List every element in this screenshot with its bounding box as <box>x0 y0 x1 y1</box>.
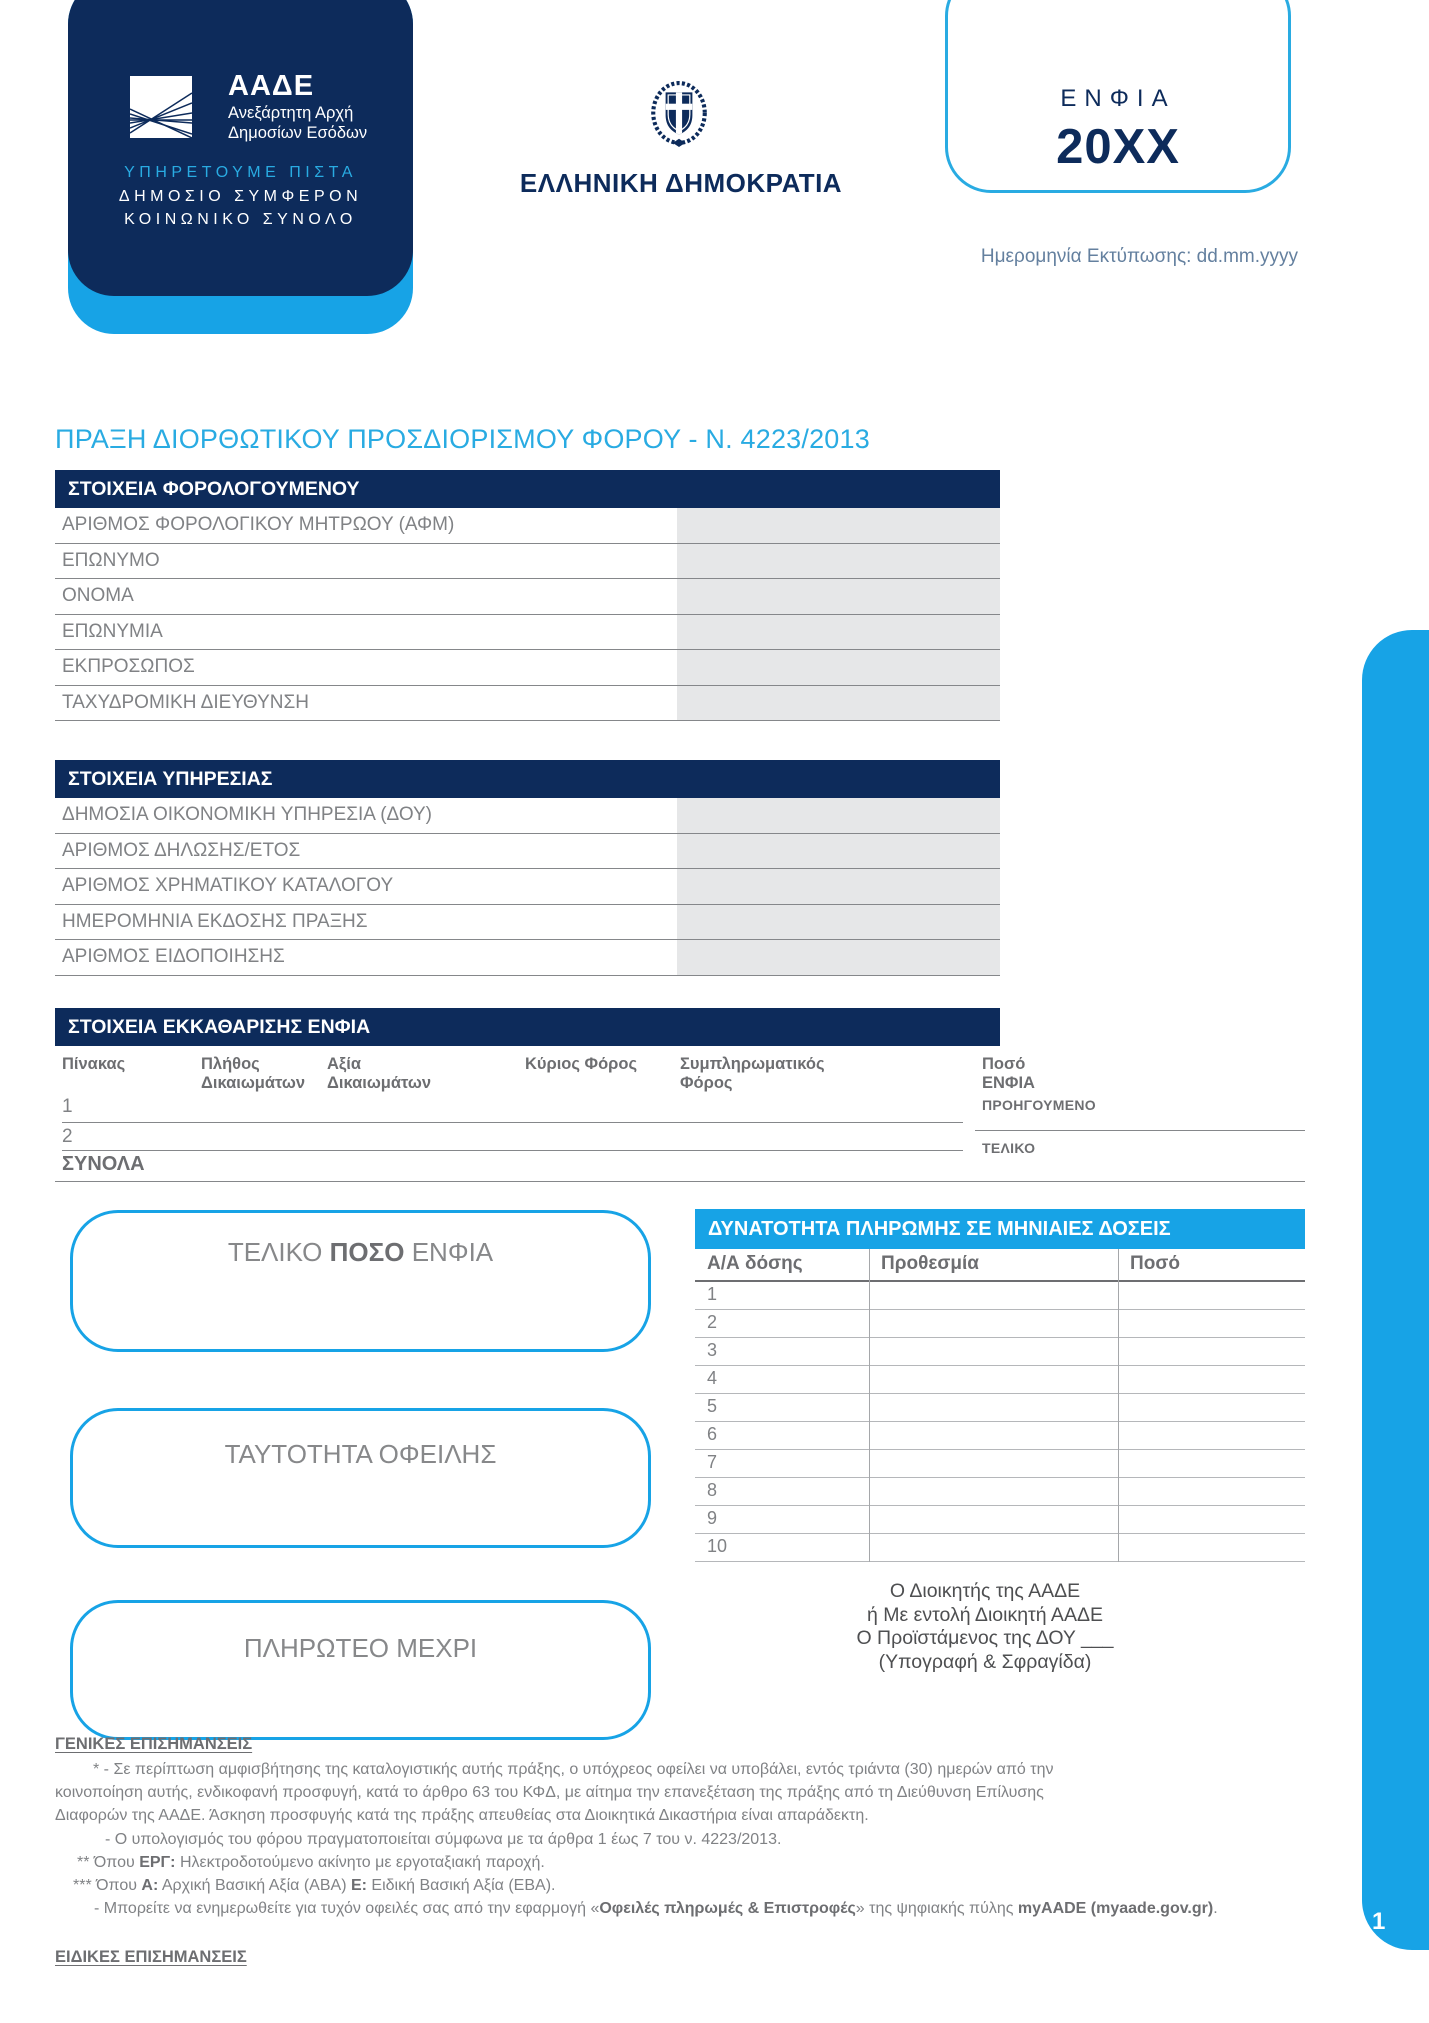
amount-column: Ποσό <box>1130 1253 1180 1274</box>
final-amount-text: ΤΕΛΙΚΟ <box>227 1237 323 1267</box>
installments-column-headers <box>695 1249 1305 1282</box>
payable-by-label: ΠΛΗΡΩΤΕΟ ΜΕΧΡΙ <box>243 1633 478 1663</box>
installments-column-divider <box>1118 1249 1119 1562</box>
installment-number: 6 <box>707 1424 718 1444</box>
row-label: ΑΡΙΘΜΟΣ ΕΙΔΟΠΟΙΗΣΗΣ <box>62 946 285 967</box>
installments-rows <box>695 1282 1305 1562</box>
issue-date-value-field <box>677 905 1000 940</box>
table-row <box>55 615 1000 651</box>
row-label: ΑΡΙΘΜΟΣ ΧΡΗΜΑΤΙΚΟΥ ΚΑΤΑΛΟΓΟΥ <box>62 875 394 896</box>
page-number: 1 <box>1372 1908 1386 1935</box>
previous-amount-line <box>975 1130 1305 1131</box>
installment-row <box>695 1338 1305 1366</box>
deadline-column: Προθεσμία <box>881 1253 979 1274</box>
form-year: 20XX <box>1056 120 1180 174</box>
assessment-section-header: ΣΤΟΙΧΕΙΑ ΕΚΚΑΘΑΡΙΣΗΣ ΕΝΦΙΑ <box>55 1008 1000 1046</box>
general-notes-heading: ΓΕΝΙΚΕΣ ΕΠΙΣΗΜΑΝΣΕΙΣ <box>55 1735 253 1753</box>
aade-logo-icon <box>130 76 192 138</box>
service-table <box>55 798 1000 976</box>
assessment-row-number: 2 <box>62 1126 73 1147</box>
state-name: ΕΛΛΗΝΙΚΗ ΔΗΜΟΚΡΑΤΙΑ <box>519 168 843 198</box>
note-line: Διαφορών της ΑΑΔΕ. Άσκηση προσφυγής κατά της πράξης απευθείας στα Διοικητικά Δικαστήρια είναι απαράδεκτη. <box>55 1807 869 1825</box>
aade-logo-block <box>68 0 413 296</box>
greek-state-emblem-icon <box>648 80 710 148</box>
installment-number: 10 <box>707 1536 728 1556</box>
table-row <box>55 798 1000 834</box>
installment-row <box>695 1534 1305 1562</box>
installment-number: 7 <box>707 1452 718 1472</box>
installment-row <box>695 1310 1305 1338</box>
assessment-column-header: Συμπληρωματικός Φόρος <box>680 1055 825 1092</box>
aade-logo-subtitle-2: Δημοσίων Εσόδων <box>228 124 368 142</box>
signature-line: (Υπογραφή & Σφραγίδα) <box>878 1650 1092 1673</box>
debt-identity-label: ΤΑΥΤΟΤΗΤΑ ΟΦΕΙΛΗΣ <box>224 1439 497 1469</box>
company-name-value-field <box>677 615 1000 650</box>
table-row <box>55 686 1000 722</box>
previous-amount-label: ΠΡΟΗΓΟΥΜΕΝΟ <box>982 1097 1097 1113</box>
row-label: ΕΚΠΡΟΣΩΠΟΣ <box>62 656 195 677</box>
name-value-field <box>677 579 1000 614</box>
installments-table <box>695 1209 1305 1562</box>
final-amount-text: ΕΝΦΙΑ <box>411 1237 494 1267</box>
representative-value-field <box>677 650 1000 685</box>
print-date: Ημερομηνία Εκτύπωσης: dd.mm.yyyy <box>980 246 1298 267</box>
assessment-row-line <box>62 1150 963 1151</box>
table-row <box>55 579 1000 615</box>
row-label: ΕΠΩΝΥΜΟ <box>62 549 160 571</box>
totals-label: ΣΥΝΟΛΑ <box>62 1153 145 1175</box>
document-title: ΠΡΑΞΗ ΔΙΟΡΘΩΤΙΚΟΥ ΠΡΟΣΔΙΟΡΙΣΜΟΥ ΦΟΡΟΥ - Ν. 4223/2013 <box>55 424 870 454</box>
assessment-row-number: 1 <box>62 1096 73 1117</box>
notice-number-value-field <box>677 940 1000 975</box>
installment-number-column: Α/Α δόσης <box>707 1253 803 1274</box>
debt-identity-box <box>70 1408 651 1548</box>
aade-logo-subtitle-1: Ανεξάρτητη Αρχή <box>228 104 354 122</box>
form-name: ΕΝΦΙΑ <box>1060 85 1176 112</box>
installment-row <box>695 1506 1305 1534</box>
special-notes-heading: ΕΙΔΙΚΕΣ ΕΠΙΣΗΜΑΝΣΕΙΣ <box>55 1948 247 1966</box>
assessment-column-header: Αξία Δικαιωμάτων <box>327 1055 432 1092</box>
row-label: ΔΗΜΟΣΙΑ ΟΙΚΟΝΟΜΙΚΗ ΥΠΗΡΕΣΙΑ (ΔΟΥ) <box>62 804 432 825</box>
taxpayer-section-header: ΣΤΟΙΧΕΙΑ ΦΟΡΟΛΟΓΟΥΜΕΝΟΥ <box>55 470 1000 508</box>
assessment-column-header: Πλήθος Δικαιωμάτων <box>201 1055 306 1092</box>
table-row <box>55 834 1000 870</box>
afm-value-field <box>677 508 1000 543</box>
signature-block <box>760 1580 1210 1674</box>
surname-value-field <box>677 544 1000 579</box>
note-line: - Ο υπολογισμός του φόρου πραγματοποιείται σύμφωνα με τα άρθρα 1 έως 7 του ν. 4223/2013. <box>105 1830 782 1848</box>
enfia-year-box <box>945 0 1291 193</box>
row-label: ΑΡΙΘΜΟΣ ΦΟΡΟΛΟΓΙΚΟΥ ΜΗΤΡΩΟΥ (ΑΦΜ) <box>62 514 455 535</box>
installments-column-divider <box>869 1249 870 1562</box>
installment-number: 4 <box>707 1368 718 1388</box>
signature-line: Ο Διοικητής της ΑΑΔΕ <box>889 1580 1081 1602</box>
row-label: ΗΜΕΡΟΜΗΝΙΑ ΕΚΔΟΣΗΣ ΠΡΑΞΗΣ <box>62 910 368 932</box>
assessment-column-header: Πίνακας <box>62 1055 126 1073</box>
installment-number: 3 <box>707 1340 718 1360</box>
installment-row <box>695 1366 1305 1394</box>
postal-address-value-field <box>677 686 1000 721</box>
row-label: ΑΡΙΘΜΟΣ ΔΗΛΩΣΗΣ/ΕΤΟΣ <box>62 839 301 861</box>
side-tab-shape <box>1362 630 1429 1950</box>
general-notes <box>55 1758 1315 1920</box>
doy-value-field <box>677 798 1000 833</box>
installment-row <box>695 1478 1305 1506</box>
aade-motto-line-2: ΔΗΜΟΣΙΟ ΣΥΜΦΕΡΟΝ <box>118 188 363 205</box>
note-line: κοινοποίηση αυτής, ενδικοφανή προσφυγή, κατά το άρθρο 63 του ΚΦΔ, με αίτημα την επανεξέταση της πράξης από τη Διεύθυνση Επίλυσης <box>55 1784 1044 1802</box>
installment-row <box>695 1282 1305 1310</box>
service-section-header: ΣΤΟΙΧΕΙΑ ΥΠΗΡΕΣΙΑΣ <box>55 760 1000 798</box>
taxpayer-table <box>55 508 1000 721</box>
table-row <box>55 869 1000 905</box>
installment-number: 5 <box>707 1396 718 1416</box>
installment-number: 1 <box>707 1284 718 1304</box>
assessment-column-header: Ποσό ΕΝΦΙΑ <box>982 1055 1035 1092</box>
assessment-row-line <box>62 1122 963 1123</box>
table-row <box>55 544 1000 580</box>
aade-motto-line-1: ΥΠΗΡΕΤΟΥΜΕ ΠΙΣΤΑ <box>124 164 357 181</box>
aade-logo-title: ΑΑΔΕ <box>228 70 315 102</box>
row-label: ΕΠΩΝΥΜΙΑ <box>62 620 163 642</box>
final-enfia-amount-box <box>70 1210 651 1352</box>
installment-number: 8 <box>707 1480 718 1500</box>
catalog-number-value-field <box>677 869 1000 904</box>
note-line: * - Σε περίπτωση αμφισβήτησης της καταλογιστικής αυτής πράξης, ο υπόχρεος οφείλει να υποβάλει, εντός τριάντα (30) ημερών από την <box>93 1761 1054 1778</box>
note-line: ** Όπου ΕΡΓ: Ηλεκτροδοτούμενο ακίνητο με εργοταξιακή παροχή. <box>77 1853 545 1871</box>
table-row <box>55 905 1000 941</box>
installment-row <box>695 1450 1305 1478</box>
declaration-number-value-field <box>677 834 1000 869</box>
installment-row <box>695 1394 1305 1422</box>
note-line: - Μπορείτε να ενημερωθείτε για τυχόν οφειλές σας από την εφαρμογή «Οφειλές πληρωμές & Επιστροφές» της ψηφιακής πύλης myAADE (myaade.gov.gr). <box>94 1900 1218 1918</box>
signature-line: Ο Προϊστάμενος της ΔΟΥ ___ <box>856 1627 1114 1649</box>
final-amount-label: ΤΕΛΙΚΟ <box>982 1140 1036 1156</box>
table-row <box>55 650 1000 686</box>
signature-line: ή Με εντολή Διοικητή ΑΑΔΕ <box>867 1603 1103 1626</box>
installment-row <box>695 1422 1305 1450</box>
payable-by-box <box>70 1600 651 1740</box>
table-row <box>55 508 1000 544</box>
aade-motto-line-3: ΚΟΙΝΩΝΙΚΟ ΣΥΝΟΛΟ <box>124 211 357 228</box>
installment-number: 9 <box>707 1508 718 1528</box>
assessment-bottom-line <box>55 1181 1305 1182</box>
final-amount-text-bold: ΠΟΣΟ <box>329 1237 405 1267</box>
assessment-column-header: Κύριος Φόρος <box>525 1055 638 1073</box>
row-label: ΤΑΧΥΔΡΟΜΙΚΗ ΔΙΕΥΘΥΝΣΗ <box>62 691 309 713</box>
installments-header: ΔΥΝΑΤΟΤΗΤΑ ΠΛΗΡΩΜΗΣ ΣΕ ΜΗΝΙΑΙΕΣ ΔΟΣΕΙΣ <box>695 1209 1305 1249</box>
row-label: ΟΝΟΜΑ <box>62 585 134 606</box>
installment-number: 2 <box>707 1312 718 1332</box>
table-row <box>55 940 1000 976</box>
note-line: *** Όπου Α: Αρχική Βασική Αξία (ΑΒΑ) Ε: Ειδική Βασική Αξία (ΕΒΑ). <box>73 1877 556 1895</box>
